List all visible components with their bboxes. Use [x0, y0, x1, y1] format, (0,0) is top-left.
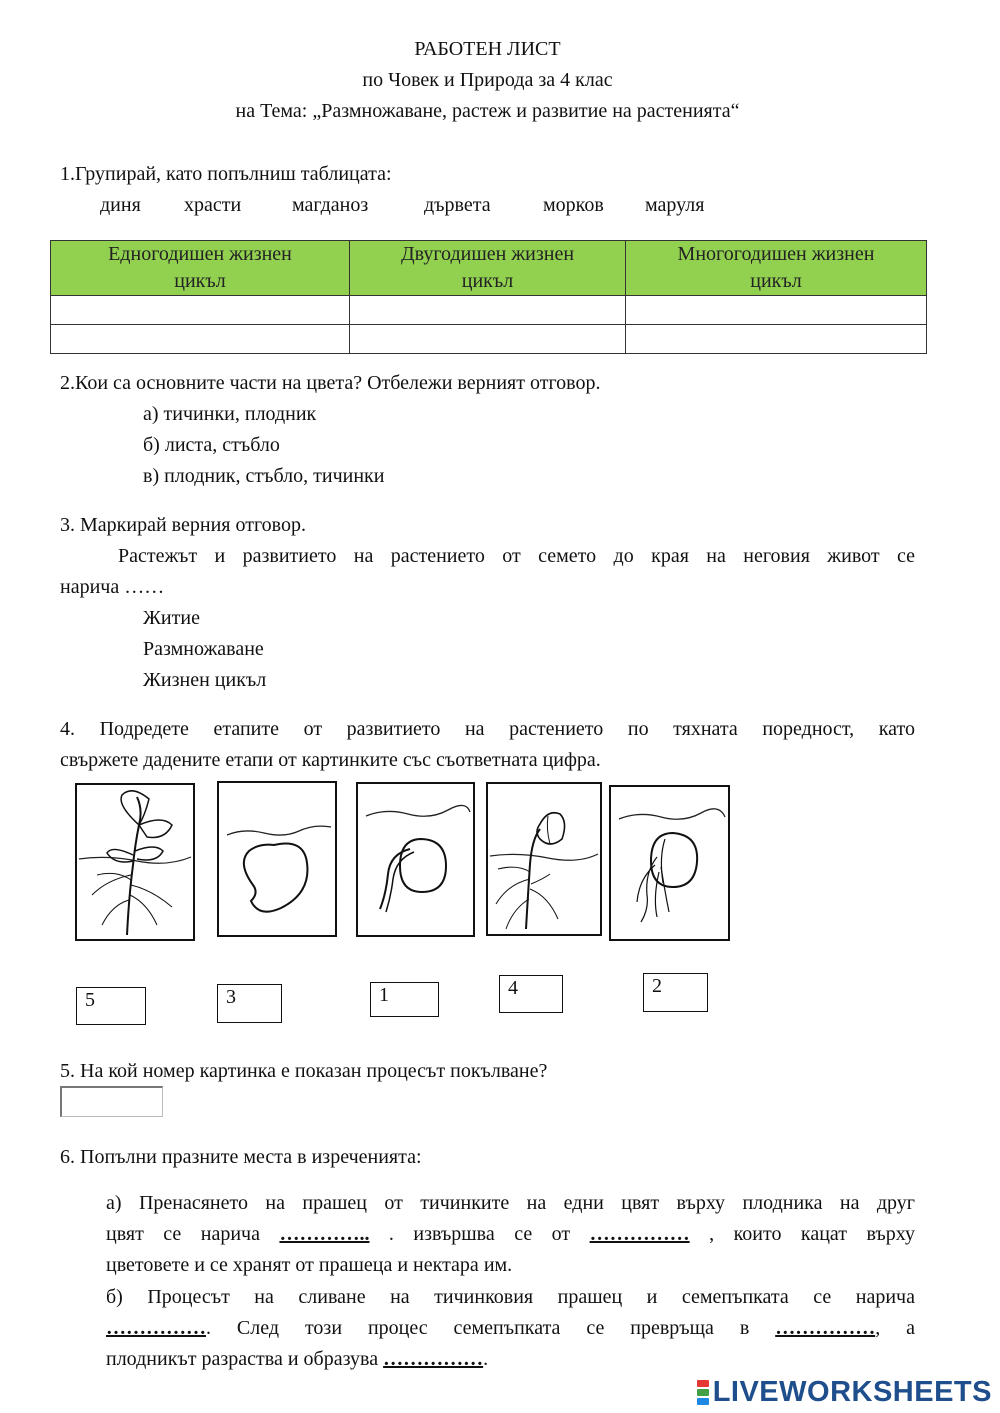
q1-word: диня [100, 194, 141, 216]
q5-prompt: 5. На кой номер картинка е показан процесът покълване? [60, 1060, 548, 1082]
bean-seed-illustration [219, 783, 335, 935]
biennial-input-1[interactable] [351, 297, 624, 323]
liveworksheets-logo-icon [697, 1379, 709, 1406]
q1-word: магданоз [292, 194, 369, 216]
worksheet-topic: на Тема: „Размножаване, растеж и развитие на растенията“ [235, 100, 740, 122]
q3-text-line1: Растежът и развитието на растението от семето до края на неговия живот се [118, 545, 915, 567]
q1-word: морков [543, 194, 604, 216]
q2-option-c[interactable]: в) плодник, стъбло, тичинки [143, 465, 385, 487]
q6b-text: . [483, 1348, 489, 1370]
q6b-blank-2[interactable]: …………… [775, 1317, 876, 1339]
q6a-blank-2[interactable]: …………… [589, 1223, 690, 1245]
q6b-line1: б) Процесът на сливане на тичинковия прашец и семепъпката се нарича [106, 1286, 915, 1308]
q6a-line2 [106, 1223, 915, 1246]
perennial-input-2[interactable] [627, 326, 925, 352]
germinating-seed-illustration [358, 784, 473, 935]
annual-input-2[interactable] [52, 326, 348, 352]
q2-prompt: 2.Кои са основните части на цвета? Отбележи верният отговор. [60, 372, 601, 394]
table-cell[interactable] [51, 296, 350, 325]
stage-image-3 [356, 782, 475, 937]
seedling-leaves-illustration [77, 785, 193, 939]
q6b-text: плодникът разраства и образува [106, 1348, 379, 1370]
stage-number-box[interactable]: 4 [499, 975, 563, 1013]
q1-word: дървета [424, 194, 491, 216]
q6b-blank-3[interactable]: …………… [383, 1348, 484, 1370]
q6a-text: цвят се нарича [106, 1223, 260, 1245]
emerging-seedling-illustration [488, 784, 600, 934]
q1-prompt: 1.Групирай, като попълниш таблицата: [60, 163, 392, 185]
table-cell[interactable] [350, 325, 626, 354]
table-header-annual: Едногодишен жизнен цикъл [51, 241, 350, 296]
worksheet-subtitle: по Човек и Природа за 4 клас [362, 69, 613, 91]
q6a-line1: а) Пренасянето на прашец от тичинките на едни цвят върху плодника на друг [106, 1192, 915, 1214]
q4-text-line2: свържете дадените етапи от картинките със съответната цифра. [60, 749, 601, 771]
perennial-input-1[interactable] [627, 297, 925, 323]
biennial-input-2[interactable] [351, 326, 624, 352]
stage-image-4 [486, 782, 602, 936]
q6b-text: , а [875, 1317, 915, 1339]
table-cell[interactable] [626, 325, 927, 354]
worksheet-title: РАБОТЕН ЛИСТ [414, 38, 561, 60]
q6-prompt: 6. Попълни празните места в изреченията: [60, 1146, 422, 1168]
table-header-perennial: Многогодишен жизнен цикъл [626, 241, 927, 296]
q2-option-b[interactable]: б) листа, стъбло [143, 434, 280, 456]
logo-bar [697, 1389, 709, 1396]
q6b-line2 [106, 1317, 915, 1340]
q1-word: храсти [184, 194, 242, 216]
q3-text-line2: нарича …… [60, 576, 165, 598]
logo-bar [697, 1398, 709, 1405]
table-header-biennial: Двугодишен жизнен цикъл [350, 241, 626, 296]
stage-image-5 [609, 785, 730, 941]
q6b-text: . След този процес семепъпката се превръща в [206, 1317, 750, 1339]
stage-number-box[interactable]: 2 [643, 973, 708, 1012]
q6a-blank-1[interactable]: ………….. [279, 1223, 370, 1245]
q5-answer-input[interactable] [60, 1086, 163, 1117]
brand-name: LIVEWORKSHEETS [712, 1376, 992, 1408]
q3-option-3[interactable]: Жизнен цикъл [143, 669, 267, 691]
table-cell[interactable] [626, 296, 927, 325]
annual-input-1[interactable] [52, 297, 348, 323]
q6a-text: . извършва се от [388, 1223, 571, 1245]
q3-option-2[interactable]: Размножаване [143, 638, 264, 660]
q2-option-a[interactable]: а) тичинки, плодник [143, 403, 317, 425]
q1-word: маруля [645, 194, 705, 216]
life-cycle-table [50, 240, 927, 354]
stage-image-1 [75, 783, 195, 941]
logo-bar [697, 1380, 709, 1387]
stage-number-box[interactable]: 1 [370, 982, 439, 1017]
q6b-blank-1[interactable]: …………… [106, 1317, 206, 1339]
table-cell[interactable] [350, 296, 626, 325]
q4-text-line1: 4. Подредете етапите от развитието на растението по тяхната поредност, като [60, 718, 915, 740]
q3-prompt: 3. Маркирай верния отговор. [60, 514, 306, 536]
stage-number-box[interactable]: 5 [76, 987, 146, 1025]
stage-number-box[interactable]: 3 [217, 984, 282, 1023]
table-cell[interactable] [51, 325, 350, 354]
q3-option-1[interactable]: Житие [143, 607, 200, 629]
q6a-text: , които кацат върху [709, 1223, 915, 1245]
stage-image-2 [217, 781, 337, 937]
q6a-line3: цветовете и се хранят от прашеца и нектара им. [106, 1254, 513, 1276]
rooted-seed-illustration [611, 787, 728, 939]
liveworksheets-logo[interactable] [697, 1376, 992, 1409]
q6b-line3 [106, 1348, 488, 1371]
